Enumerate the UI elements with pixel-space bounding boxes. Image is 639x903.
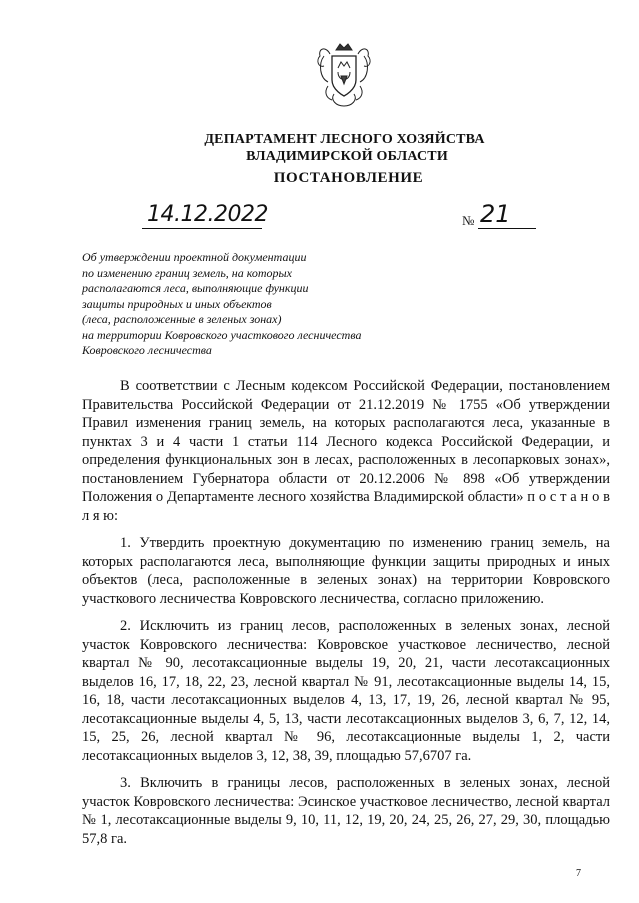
subject-line: защиты природных и иных объектов (82, 296, 272, 311)
page-corner-mark: 7 (576, 868, 581, 879)
document-number: 21 (480, 200, 511, 228)
number-underline (478, 228, 536, 229)
subject-line: Ковровского лесничества (82, 343, 212, 357)
subject-line: располагаются леса, выполняющие функции (82, 281, 309, 295)
document-date: 14.12.2022 (147, 202, 268, 227)
item-1-paragraph: 1. Утвердить проектную документацию по изменению границ земель, на которых располагаются леса, выполняющие функции защиты природных и иных объектов (леса, расположенные в зеленых зонах) на территории Ковровского участкового лесничества Ковровского лесничества, согласно приложению. (82, 535, 610, 607)
item-3-paragraph: 3. Включить в границы лесов, расположенных в зеленых зонах, лесной участок Ковровского лесничества: Эсинское участковое лесничество, лесной квартал № 1, лесотаксационные выделы 9, 10, 11, 12, 19, 20, 24, 25, 26, 27, 29, 30, площадью 57,8 га. (82, 775, 610, 847)
subject-line: на территории Ковровского участкового лесничества (82, 327, 362, 342)
subject-line: Об утверждении проектной документации (82, 250, 307, 264)
document-body (82, 377, 610, 848)
number-sign: № (462, 213, 475, 228)
coat-of-arms-emblem (314, 42, 374, 110)
subject-line: (леса, расположенные в зеленых зонах) (82, 312, 282, 326)
department-name: ДЕПАРТАМЕНТ ЛЕСНОГО ХОЗЯЙСТВА (204, 132, 485, 147)
region-name: ВЛАДИМИРСКОЙ ОБЛАСТИ (246, 149, 448, 164)
item-2-paragraph: 2. Исключить из границ лесов, расположенных в зеленых зонах, лесной участок Ковровского лесничества: Ковровское участковое лесничество, лесной квартал № 90, лесотаксационные выделы 19, 20, 21, части лесотаксационных выделов 16, 17, 18, 22, 23, лесной квартал № 91, лесотаксационные выделы 14, 15, 16, 18, части лесотаксационных выделов 4, 13, 17, 19, 26, лесной квартал № 95, лесотаксационные выделы 4, 5, 13, части лесотаксационных выделов 3, 6, 7, 12, 14, 15, 25, 26, лесной квартал № 96, лесотаксационные выделы 1, 2, части лесотаксационных выделов 3, 12, 38, 39, площадью 57,6707 га. (82, 618, 610, 764)
subject-line: по изменению границ земель, на которых (82, 265, 293, 280)
date-underline (142, 228, 262, 229)
preamble-paragraph: В соответствии с Лесным кодексом Российской Федерации, постановлением Правительства Российской Федерации от 21.12.2019 № 1755 «Об утверждении Правил изменения границ земель, на которых располагаются леса, указанные в пунктах 3 и 4 части 1 статьи 114 Лесного кодекса Российской Федерации, и определения функциональных зон в лесах, расположенных в лесопарковых зонах», постановлением Губернатора области от 20.12.2006 № 898 «Об утверждении Положения о Департаменте лесного хозяйства Владимирской области» п о с т а н о в л я ю: (82, 378, 610, 524)
document-type-title: ПОСТАНОВЛЕНИЕ (273, 170, 424, 186)
document-subject (82, 250, 412, 359)
